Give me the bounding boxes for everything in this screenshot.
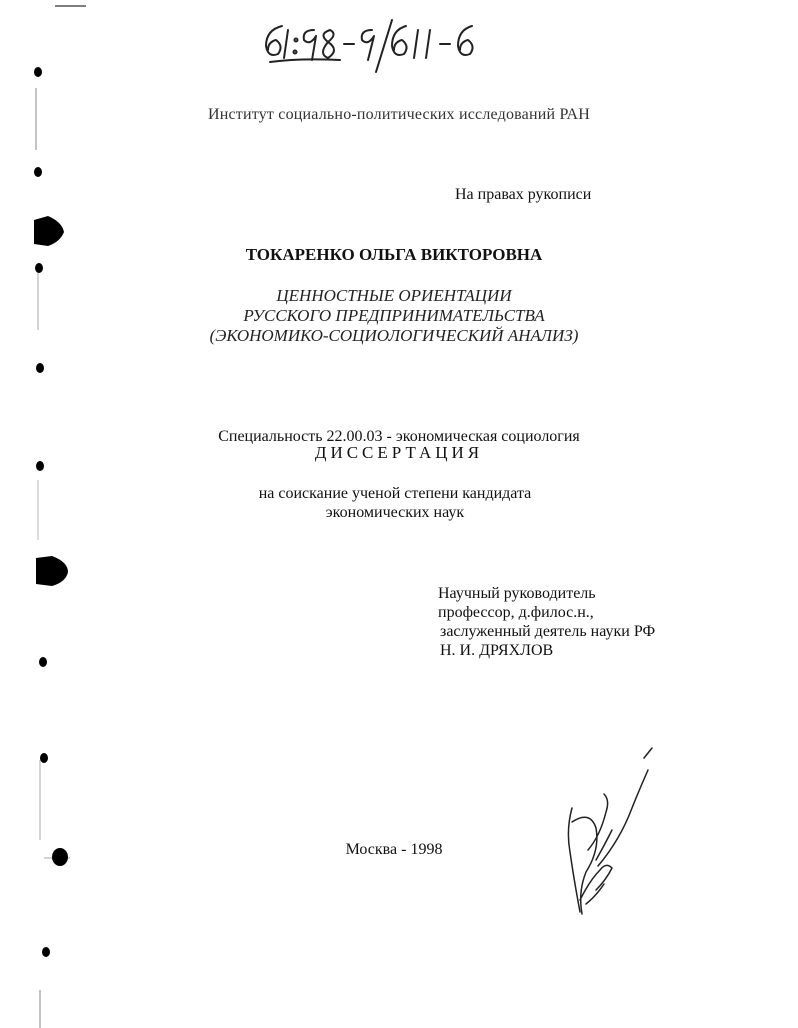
advisor-honor: заслуженный деятель науки РФ: [440, 623, 656, 640]
advisor-name: Н. И. ДРЯХЛОВ: [440, 642, 554, 659]
advisor-position: профессор, д.филос.н.,: [438, 604, 594, 621]
institute-name: Институт социально-политических исследований РАН: [207, 106, 591, 123]
title-line: ЦЕННОСТНЫЕ ОРИЕНТАЦИИ: [276, 286, 512, 305]
document-type: ДИССЕРТАЦИЯ: [314, 443, 484, 462]
degree-line: экономических наук: [325, 504, 465, 521]
author-name: ТОКАРЕНКО ОЛЬГА ВИКТОРОВНА: [245, 245, 543, 264]
title-line: РУССКОГО ПРЕДПРИНИМАТЕЛЬСТВА: [243, 306, 545, 325]
title-line: (ЭКОНОМИКО-СОЦИОЛОГИЧЕСКИЙ АНАЛИЗ): [209, 326, 579, 345]
advisor-role: Научный руководитель: [438, 585, 596, 602]
specialty: Специальность 22.00.03 - экономическая социология: [218, 428, 580, 445]
city-year: Москва - 1998: [345, 841, 443, 858]
degree-line: на соискание ученой степени кандидата: [258, 485, 532, 502]
degree-statement: [0, 484, 790, 522]
rights-note: На правах рукописи: [455, 186, 592, 203]
dissertation-title: [0, 286, 788, 346]
